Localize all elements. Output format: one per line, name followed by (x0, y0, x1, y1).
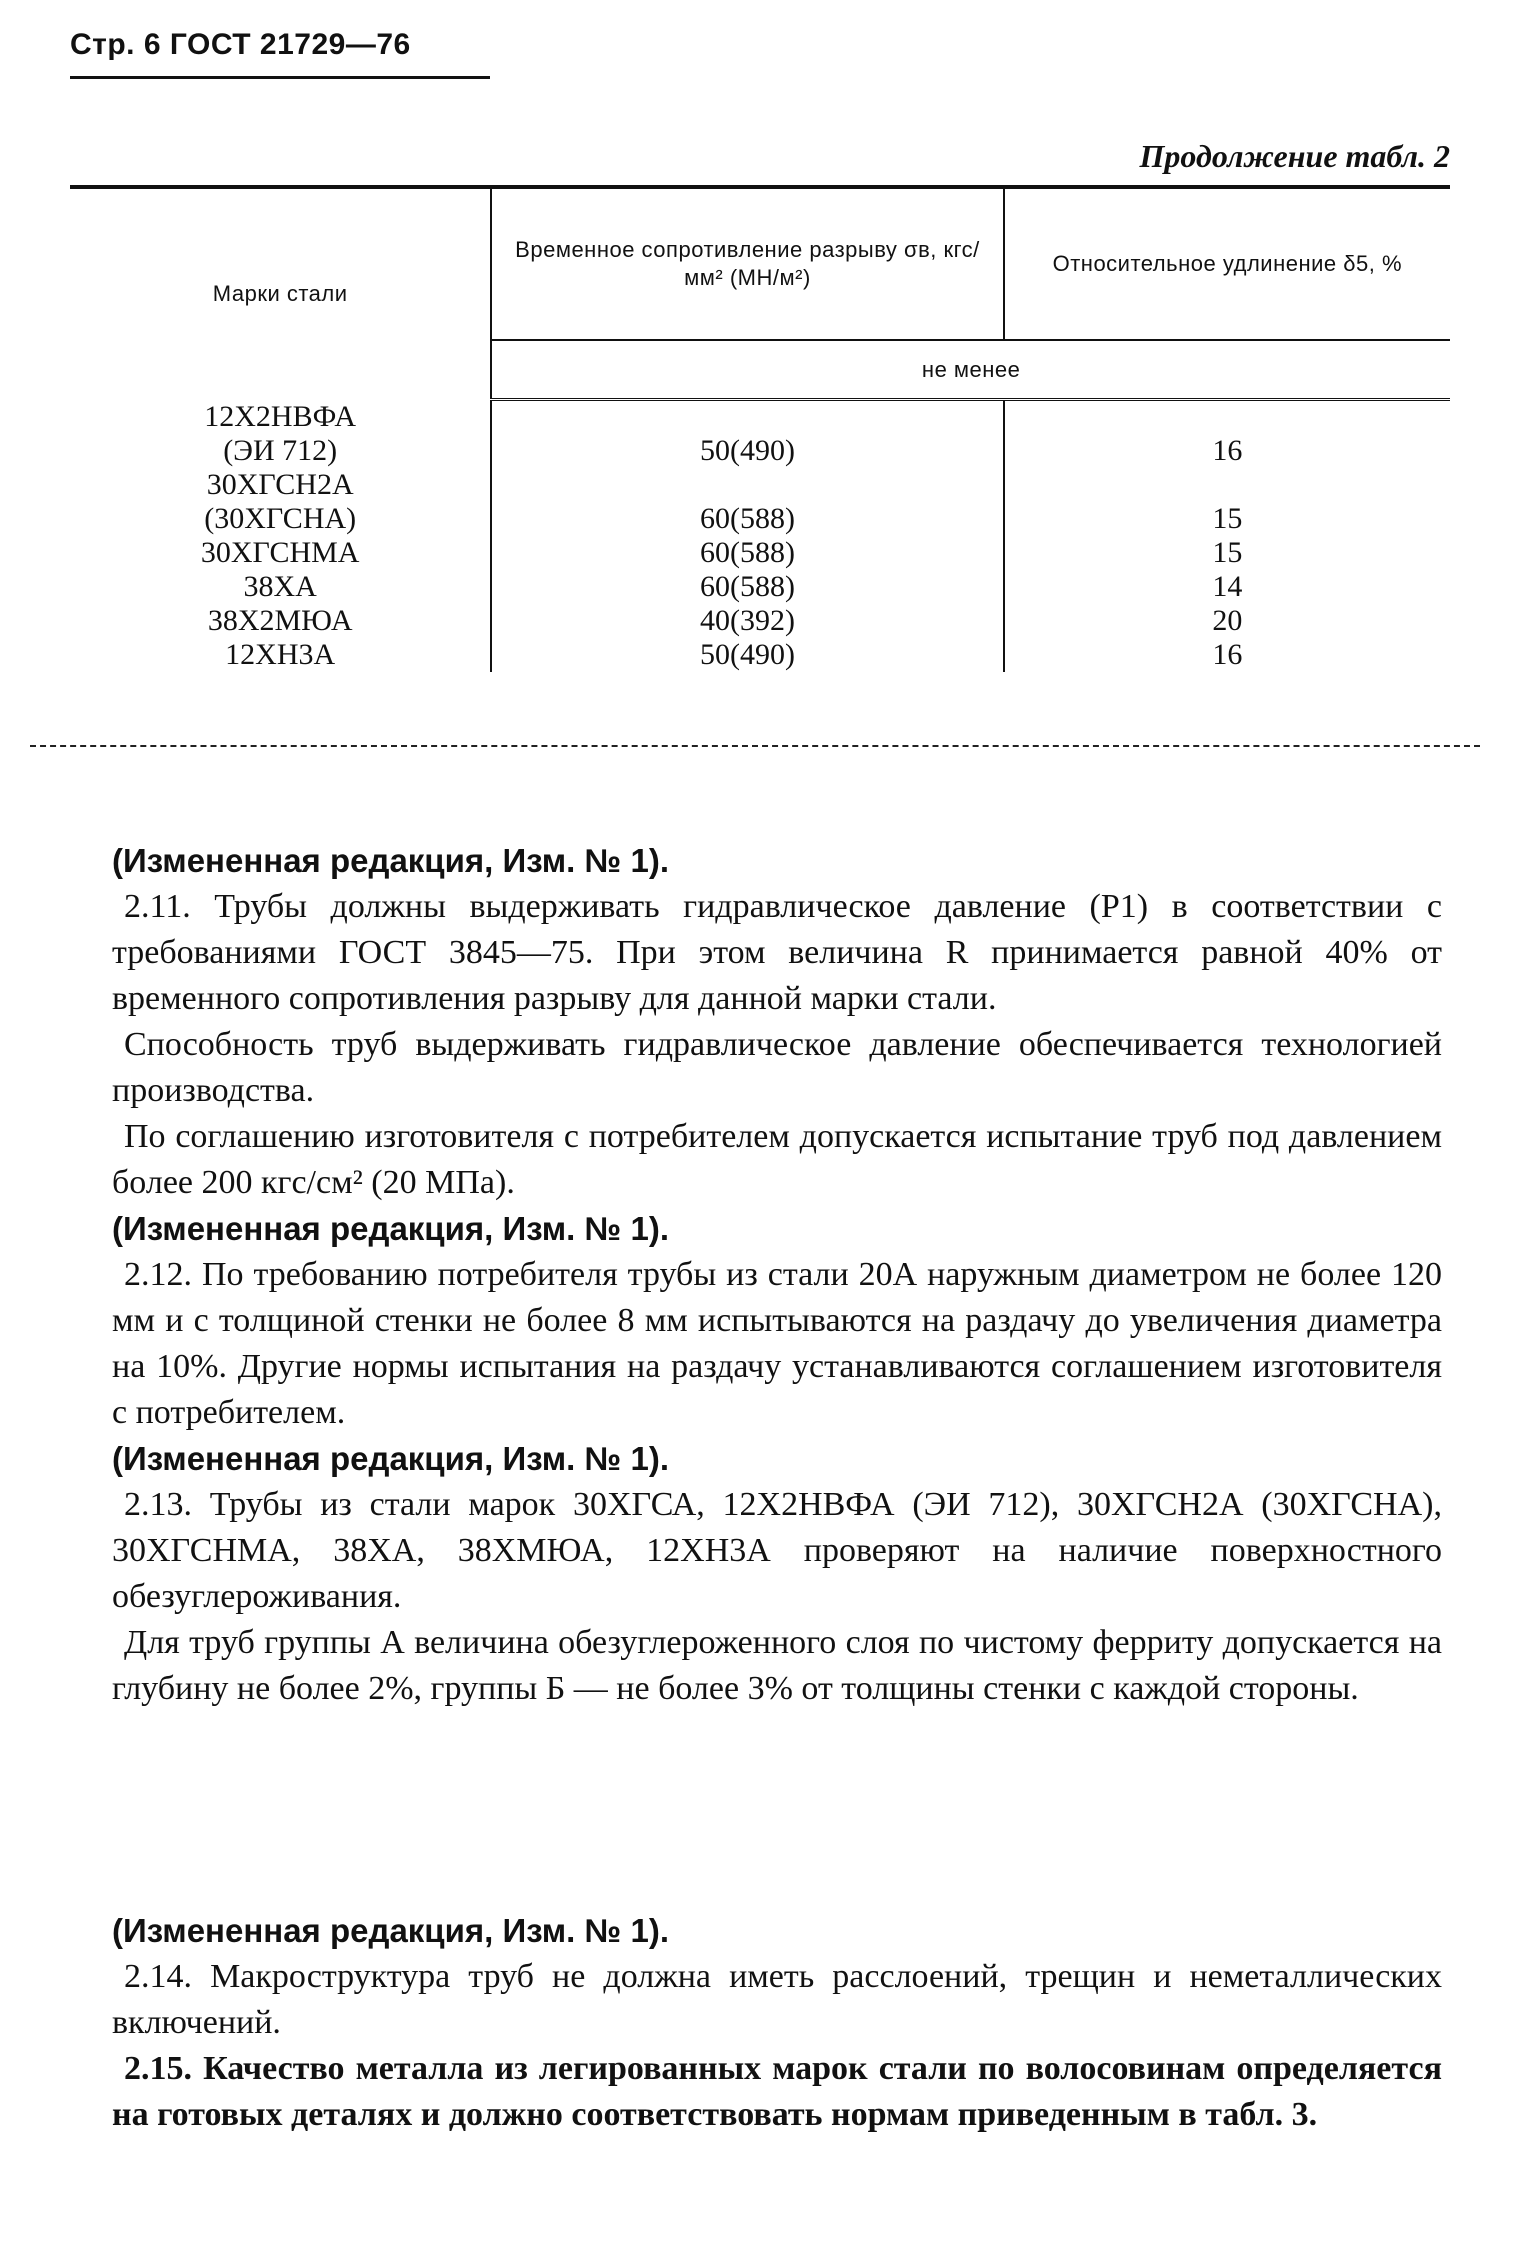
table-row (70, 638, 1450, 672)
table-row (70, 570, 1450, 604)
cell-strength: 40(392) (491, 604, 1003, 638)
clause-2-14: 2.14. Макроструктура труб не должна иметь расслоений, трещин и неметаллических включений. (112, 1958, 1442, 2041)
cell-grade: 12ХН3А (225, 637, 336, 671)
cell-elongation: 16 (1004, 434, 1450, 468)
cell-strength: 60(588) (491, 536, 1003, 570)
clause-2-11: 2.11. Трубы должны выдерживать гидравлическое давление (P1) в соответствии с требованиями ГОСТ 3845—75. При этом величина R принимается равной 40% от временного сопротивления разрыву для данной марки стали. (112, 888, 1442, 1017)
amendment-note: (Измененная редакция, Изм. № 1). (112, 1440, 669, 1477)
body-text-block-2 (112, 1908, 1442, 2138)
table-continuation-label: Продолжение табл. 2 (1139, 138, 1450, 174)
clause-2-15: 2.15. Качество металла из легированных марок стали по волосовинам определяется на готовых деталях и должно соответствовать нормам приведенным в табл. 3. (112, 2050, 1442, 2133)
body-text-block-1 (112, 838, 1442, 1712)
cell-grade: (30ХГСНА) (204, 501, 357, 535)
cell-grade: 30ХГСН2А (206, 467, 354, 501)
cell-elongation: 16 (1004, 638, 1450, 672)
subheader-min: не менее (491, 340, 1450, 400)
table-row (70, 604, 1450, 638)
cell-elongation (1004, 468, 1450, 502)
col-header-strength: Временное сопротивление разрыву σв, кгс/мм² (МН/м²) (491, 187, 1003, 340)
table-row (70, 468, 1450, 502)
page-header: Стр. 6 ГОСТ 21729—76 (70, 28, 411, 61)
cell-strength: 60(588) (491, 570, 1003, 604)
amendment-note: (Измененная редакция, Изм. № 1). (112, 1912, 669, 1949)
properties-table-grid (70, 185, 1450, 672)
table-row (70, 502, 1450, 536)
clause-2-12: 2.12. По требованию потребителя трубы из стали 20А наружным диаметром не более 120 мм и с толщиной стенки не более 8 мм испытываются на раздачу до увеличения диаметра на 10%. Другие нормы испытания на раздачу устанавливаются соглашением изготовителя с потребителем. (112, 1256, 1442, 1431)
cell-grade: 30ХГСНМА (200, 535, 360, 569)
table-row (70, 434, 1450, 468)
clause-2-13: 2.13. Трубы из стали марок 30ХГСА, 12Х2НВФА (ЭИ 712), 30ХГСН2А (30ХГСНА), 30ХГСНМА, 38ХА, 38ХМЮА, 12ХН3А проверяют на наличие поверхностного обезуглероживания. (112, 1486, 1442, 1615)
table-body (70, 400, 1450, 672)
cell-grade: 12Х2НВФА (204, 399, 357, 433)
cell-grade: 38Х2МЮА (207, 603, 353, 637)
cell-strength (491, 468, 1003, 502)
paragraph: Для труб группы А величина обезуглероженного слоя по чистому ферриту допускается на глубину не более 2%, группы Б — не более 3% от толщины стенки с каждой стороны. (112, 1624, 1442, 1707)
table-row (70, 400, 1450, 434)
cell-elongation: 20 (1004, 604, 1450, 638)
paragraph: По соглашению изготовителя с потребителем допускается испытание труб под давлением более 200 кгс/см² (20 МПа). (112, 1118, 1442, 1201)
col-header-elongation: Относительное удлинение δ5, % (1004, 187, 1450, 340)
cell-elongation: 14 (1004, 570, 1450, 604)
col-header-grade: Марки стали (70, 187, 491, 400)
cell-strength (491, 400, 1003, 434)
paragraph: Способность труб выдерживать гидравлическое давление обеспечивается технологией производства. (112, 1026, 1442, 1109)
cell-elongation: 15 (1004, 536, 1450, 570)
cell-strength: 60(588) (491, 502, 1003, 536)
cell-elongation: 15 (1004, 502, 1450, 536)
cell-strength: 50(490) (491, 434, 1003, 468)
cell-strength: 50(490) (491, 638, 1003, 672)
table-row (70, 536, 1450, 570)
cell-grade: (ЭИ 712) (223, 433, 338, 467)
cell-elongation (1004, 400, 1450, 434)
properties-table (70, 185, 1450, 672)
table-end-rule (30, 745, 1480, 747)
header-rule (70, 76, 490, 79)
cell-grade: 38ХА (243, 569, 317, 603)
amendment-note: (Измененная редакция, Изм. № 1). (112, 842, 669, 879)
amendment-note: (Измененная редакция, Изм. № 1). (112, 1210, 669, 1247)
